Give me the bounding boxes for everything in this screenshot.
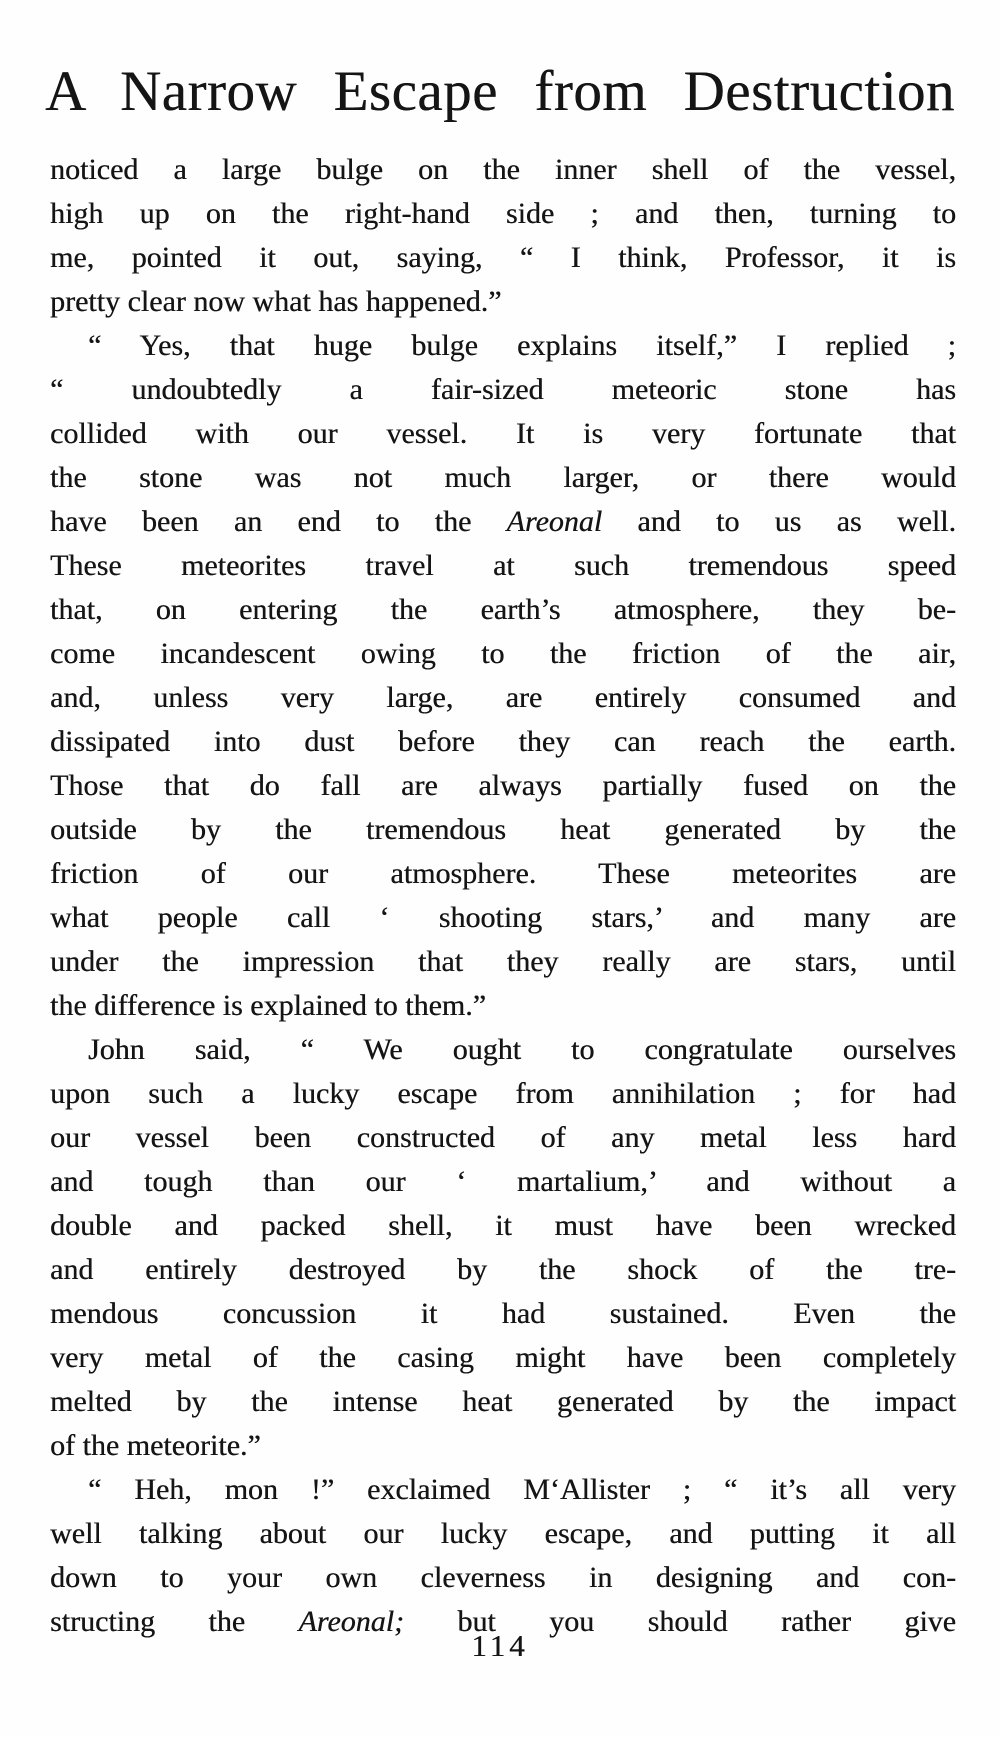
text-line — [50, 764, 956, 808]
text-run: dissipated into dust before they can reach the earth. — [50, 725, 956, 758]
text-line — [50, 1248, 956, 1292]
text-line — [50, 1336, 956, 1380]
text-run: mendous concussion it had sustained. Even the — [50, 1297, 956, 1330]
text-run: “ Heh, mon !” exclaimed M‘Allister ; “ it’s all very — [88, 1473, 956, 1506]
text-line — [50, 412, 956, 456]
text-line — [50, 280, 956, 324]
paragraph — [50, 1468, 956, 1644]
text-line — [50, 1380, 956, 1424]
text-run: down to your own cleverness in designing and con- — [50, 1561, 956, 1594]
italic-text: Areonal; — [298, 1605, 404, 1638]
text-run: our vessel been constructed of any metal less hard — [50, 1121, 956, 1154]
text-line — [50, 1556, 956, 1600]
text-run: of the meteorite.” — [50, 1429, 261, 1462]
text-run: come incandescent owing to the friction of the air, — [50, 637, 956, 670]
text-run: outside by the tremendous heat generated by the — [50, 813, 956, 846]
text-line — [50, 1160, 956, 1204]
text-line — [50, 1292, 956, 1336]
text-run: under the impression that they really are stars, until — [50, 945, 956, 978]
text-line — [50, 544, 956, 588]
text-run: melted by the intense heat generated by the impact — [50, 1385, 956, 1418]
text-run: and, unless very large, are entirely consumed and — [50, 681, 956, 714]
text-line — [50, 1468, 956, 1512]
text-line — [50, 896, 956, 940]
text-run: “ undoubtedly a fair-sized meteoric stone has — [50, 373, 956, 406]
text-run: but you should rather give — [404, 1605, 956, 1638]
text-line — [50, 1424, 956, 1468]
text-run: and to us as well. — [602, 505, 956, 538]
text-line — [50, 368, 956, 412]
text-run: and tough than our ‘ martalium,’ and without a — [50, 1165, 956, 1198]
italic-text: Areonal — [506, 505, 603, 538]
paragraph — [50, 1028, 956, 1468]
text-run: what people call ‘ shooting stars,’ and many are — [50, 901, 956, 934]
text-line — [50, 456, 956, 500]
page-body — [50, 148, 956, 1644]
text-run: me, pointed it out, saying, “ I think, Professor, it is — [50, 241, 956, 274]
text-run: and entirely destroyed by the shock of the tre- — [50, 1253, 956, 1286]
text-run: pretty clear now what has happened.” — [50, 285, 502, 318]
text-run: noticed a large bulge on the inner shell of the vessel, — [50, 153, 956, 186]
text-run: “ Yes, that huge bulge explains itself,” I replied ; — [88, 329, 956, 362]
page-number: 114 — [471, 1628, 529, 1663]
text-run: structing the — [50, 1605, 299, 1638]
text-line — [50, 1072, 956, 1116]
text-run: upon such a lucky escape from annihilation ; for had — [50, 1077, 956, 1110]
text-run: that, on entering the earth’s atmosphere, they be- — [50, 593, 956, 626]
text-run: the difference is explained to them.” — [50, 989, 486, 1022]
text-line — [50, 588, 956, 632]
text-line — [50, 148, 956, 192]
paragraph — [50, 148, 956, 324]
text-run: have been an end to the — [50, 505, 507, 538]
text-line — [50, 192, 956, 236]
text-line — [50, 676, 956, 720]
text-run: well talking about our lucky escape, and putting it all — [50, 1517, 956, 1550]
text-line — [50, 852, 956, 896]
text-line — [50, 720, 956, 764]
text-line — [50, 1204, 956, 1248]
text-run: These meteorites travel at such tremendous speed — [50, 549, 956, 582]
text-run: Those that do fall are always partially fused on the — [50, 769, 956, 802]
text-line — [50, 940, 956, 984]
text-run: John said, “ We ought to congratulate ourselves — [88, 1033, 956, 1066]
text-line — [50, 984, 956, 1028]
text-line — [50, 808, 956, 852]
text-line — [50, 1116, 956, 1160]
chapter-title: A Narrow Escape from Destruction — [45, 60, 955, 123]
text-run: high up on the right-hand side ; and then, turning to — [50, 197, 956, 230]
text-line — [50, 1512, 956, 1556]
text-run: collided with our vessel. It is very fortunate that — [50, 417, 956, 450]
text-run: friction of our atmosphere. These meteorites are — [50, 857, 956, 890]
text-run: double and packed shell, it must have been wrecked — [50, 1209, 956, 1242]
text-line — [50, 324, 956, 368]
text-run: very metal of the casing might have been completely — [50, 1341, 956, 1374]
text-line — [50, 1028, 956, 1072]
text-run: the stone was not much larger, or there would — [50, 461, 956, 494]
text-line — [50, 632, 956, 676]
text-line — [50, 500, 956, 544]
text-line — [50, 236, 956, 280]
paragraph — [50, 324, 956, 1028]
